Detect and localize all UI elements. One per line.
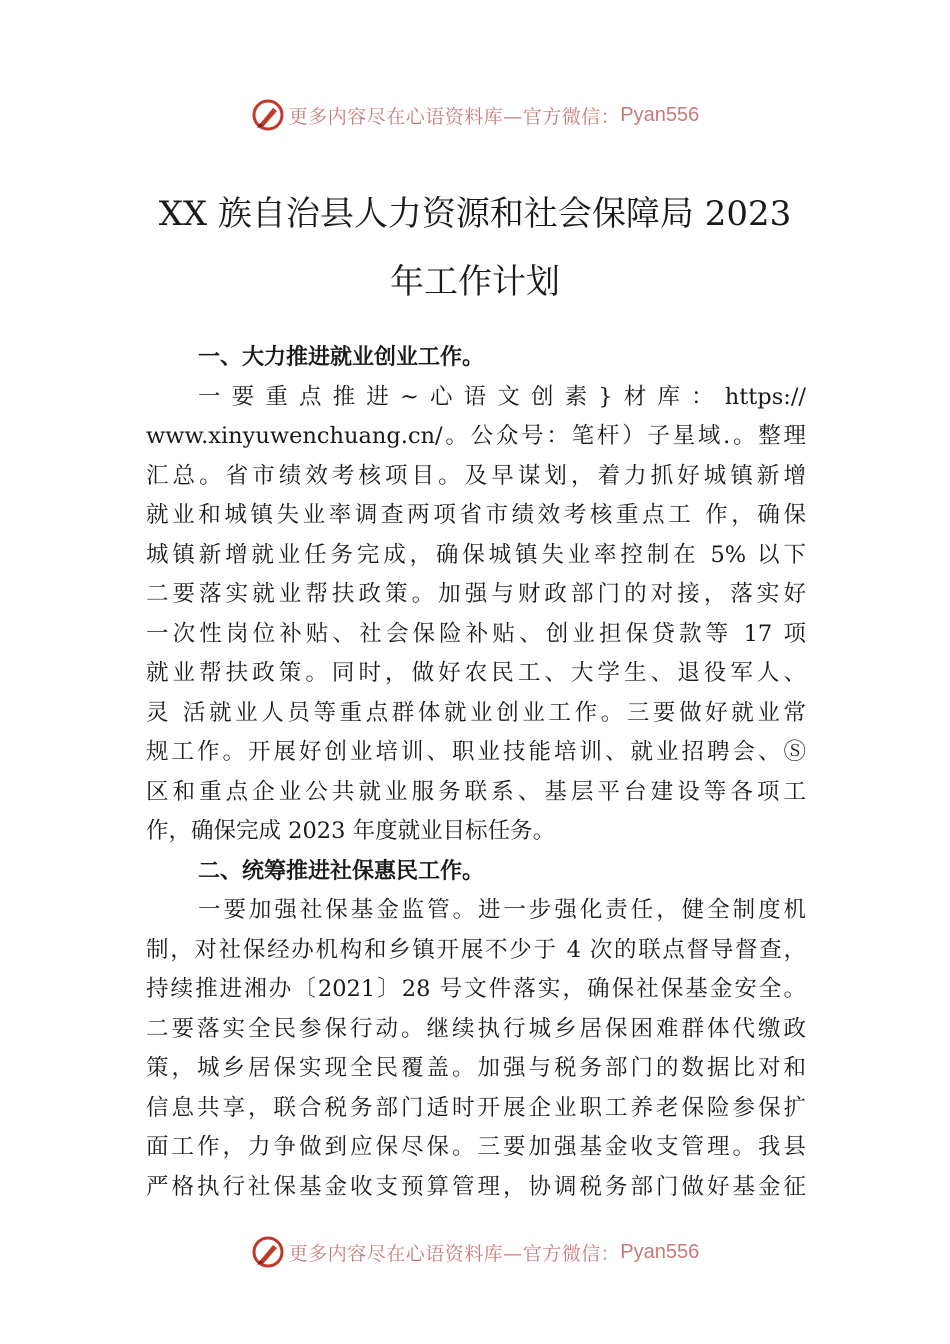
paragraph-line: 规工作。开展好创业培训、职业技能培训、就业招聘会、Ⓢ	[146, 739, 806, 765]
paragraph-line: 策，城乡居保实现全民覆盖。加强与税务部门的数据比对和	[146, 1055, 806, 1081]
document-title-line-1: XX 族自治县人力资源和社会保障局 2023	[158, 194, 792, 234]
paragraph-line: 作，确保完成 2023 年度就业目标任务。	[146, 818, 556, 844]
paragraph-line: 一次性岗位补贴、社会保险补贴、创业担保贷款等 17 项	[146, 620, 806, 647]
watermark-banner-top	[0, 95, 950, 135]
watermark-id: Pyan556	[620, 1240, 700, 1263]
paragraph-line: 严格执行社保基金收支预算管理，协调税务部门做好基金征	[146, 1173, 806, 1200]
watermark-banner-bottom	[0, 1232, 950, 1272]
paragraph-line: 就业帮扶政策。同时，做好农民工、大学生、退役军人、	[146, 660, 806, 686]
section-heading: 二、统筹推进社保惠民工作。	[198, 858, 485, 884]
paragraph-line: 就业和城镇失业率调查两项省市绩效考核重点工 作，确保	[146, 502, 806, 528]
paragraph-line: 一要加强社保基金监管。进一步强化责任，健全制度机	[198, 897, 806, 923]
section-heading: 一、大力推进就业创业工作。	[198, 345, 485, 370]
document-body	[146, 338, 806, 1207]
pen-logo-icon	[251, 98, 285, 132]
paragraph-line: 汇总。省市绩效考核项目。及早谋划，着力抓好城镇新增	[146, 462, 806, 489]
paragraph-line: 信息共享，联合税务部门适时开展企业职工养老保险参保扩	[146, 1094, 806, 1121]
paragraph-line: 区和重点企业公共就业服务联系、基层平台建设等各项工	[146, 778, 806, 805]
watermark-id: Pyan556	[620, 103, 700, 126]
paragraph-line: 面工作，力争做到应保尽保。三要加强基金收支管理。我县	[146, 1134, 806, 1160]
paragraph-line: 二要落实全民参保行动。继续执行城乡居保困难群体代缴政	[146, 1015, 806, 1042]
paragraph-line: 城镇新增就业任务完成，确保城镇失业率控制在 5% 以下	[146, 541, 806, 568]
paragraph-line: 一要重点推进~心语文创素}材库：https://	[198, 383, 806, 410]
paragraph-line: 灵 活就业人员等重点群体就业创业工作。三要做好就业常	[146, 699, 806, 726]
paragraph-line: 二要落实就业帮扶政策。加强与财政部门的对接，落实好	[146, 581, 806, 607]
watermark-text: 更多内容尽在心语资料库—官方微信：	[288, 1242, 621, 1265]
paragraph-line: www.xinyuwenchuang.cn/。公众号：笔杆）子星域.。整理	[146, 423, 806, 449]
pen-logo-icon	[251, 1235, 285, 1269]
watermark-text: 更多内容尽在心语资料库—官方微信：	[288, 105, 621, 128]
paragraph-line: 持续推进湘办〔2021〕28 号文件落实，确保社保基金安全。	[146, 976, 806, 1002]
paragraph-line: 制，对社保经办机构和乡镇开展不少于 4 次的联点督导督查，	[146, 936, 806, 963]
document-title-line-2: 年工作计划	[390, 262, 560, 302]
